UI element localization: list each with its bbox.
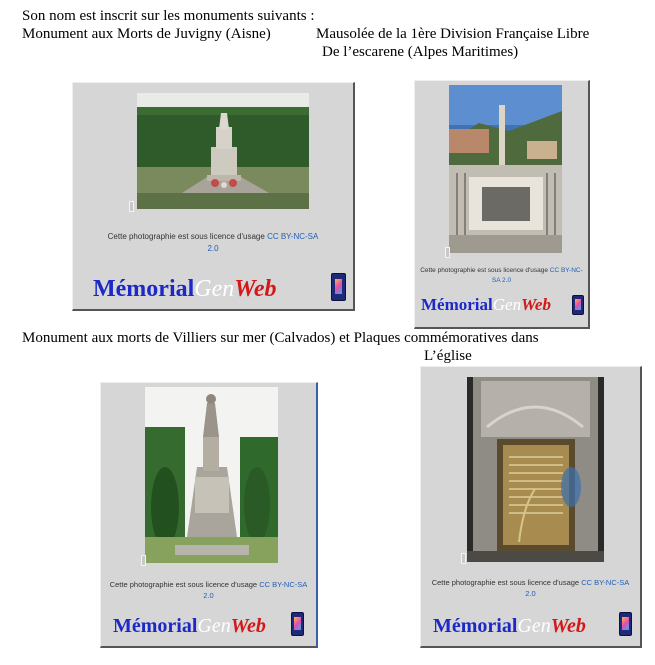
- intro-line: Son nom est inscrit sur les monuments suivants :: [22, 8, 315, 24]
- license-caption: Cette photographie est sous licence d'usage CC BY-NC-SA 2.0: [431, 578, 630, 599]
- mausolee-label: Mausolée de la 1ère Division Française Libre: [316, 26, 590, 42]
- photo-villiers: [145, 387, 278, 563]
- phone-icon: [572, 295, 584, 315]
- memorialgenweb-logo: MémorialGenWeb: [421, 295, 551, 314]
- photo-marker: [445, 247, 450, 258]
- eglise-heading: L’église: [424, 348, 472, 364]
- photo-marker: [141, 555, 146, 566]
- memorialgenweb-logo: MémorialGenWeb: [93, 276, 277, 302]
- mausolee-location-label: De l’escarene (Alpes Maritimes): [322, 44, 519, 60]
- license-link[interactable]: CC BY-NC-: [549, 267, 583, 274]
- license-version-link[interactable]: 2.0: [203, 591, 214, 601]
- photo-card-juvigny: [72, 82, 355, 311]
- monument-juvigny-label: Monument aux Morts de Juvigny (Aisne): [22, 26, 271, 42]
- license-link[interactable]: CC BY-NC-SA: [581, 578, 630, 587]
- photo-marker: [129, 201, 134, 212]
- memorialgenweb-logo: MémorialGenWeb: [433, 615, 586, 637]
- license-link[interactable]: CC BY-NC-SA: [259, 580, 308, 589]
- photo-marker: [461, 553, 466, 564]
- license-version-link[interactable]: SA 2.0: [491, 276, 512, 284]
- memorialgenweb-logo: MémorialGenWeb: [113, 615, 266, 637]
- villiers-heading: Monument aux morts de Villiers sur mer (Calvados) et Plaques commémoratives dans: [22, 330, 539, 346]
- license-version-link[interactable]: 2.0: [207, 244, 219, 253]
- phone-icon: [331, 273, 346, 301]
- license-caption: [73, 231, 353, 255]
- phone-icon: [291, 612, 304, 636]
- license-text: Cette photographie est sous licence d'usage: [107, 232, 265, 241]
- phone-icon: [619, 612, 632, 636]
- license-caption: Cette photographie est sous licence d'usage CC BY-NC- SA 2.0: [420, 267, 583, 284]
- license-caption: Cette photographie est sous licence d'usage CC BY-NC-SA 2.0: [109, 580, 308, 601]
- photo-juvigny: [137, 93, 309, 209]
- photo-card-villiers: [100, 382, 318, 648]
- license-link[interactable]: CC BY-NC-SA: [267, 232, 319, 241]
- photo-card-plaques: [420, 366, 642, 648]
- photo-escarene: [449, 85, 562, 253]
- photo-plaques: [467, 377, 604, 562]
- photo-card-escarene: [414, 80, 590, 329]
- license-version-link[interactable]: 2.0: [525, 589, 536, 599]
